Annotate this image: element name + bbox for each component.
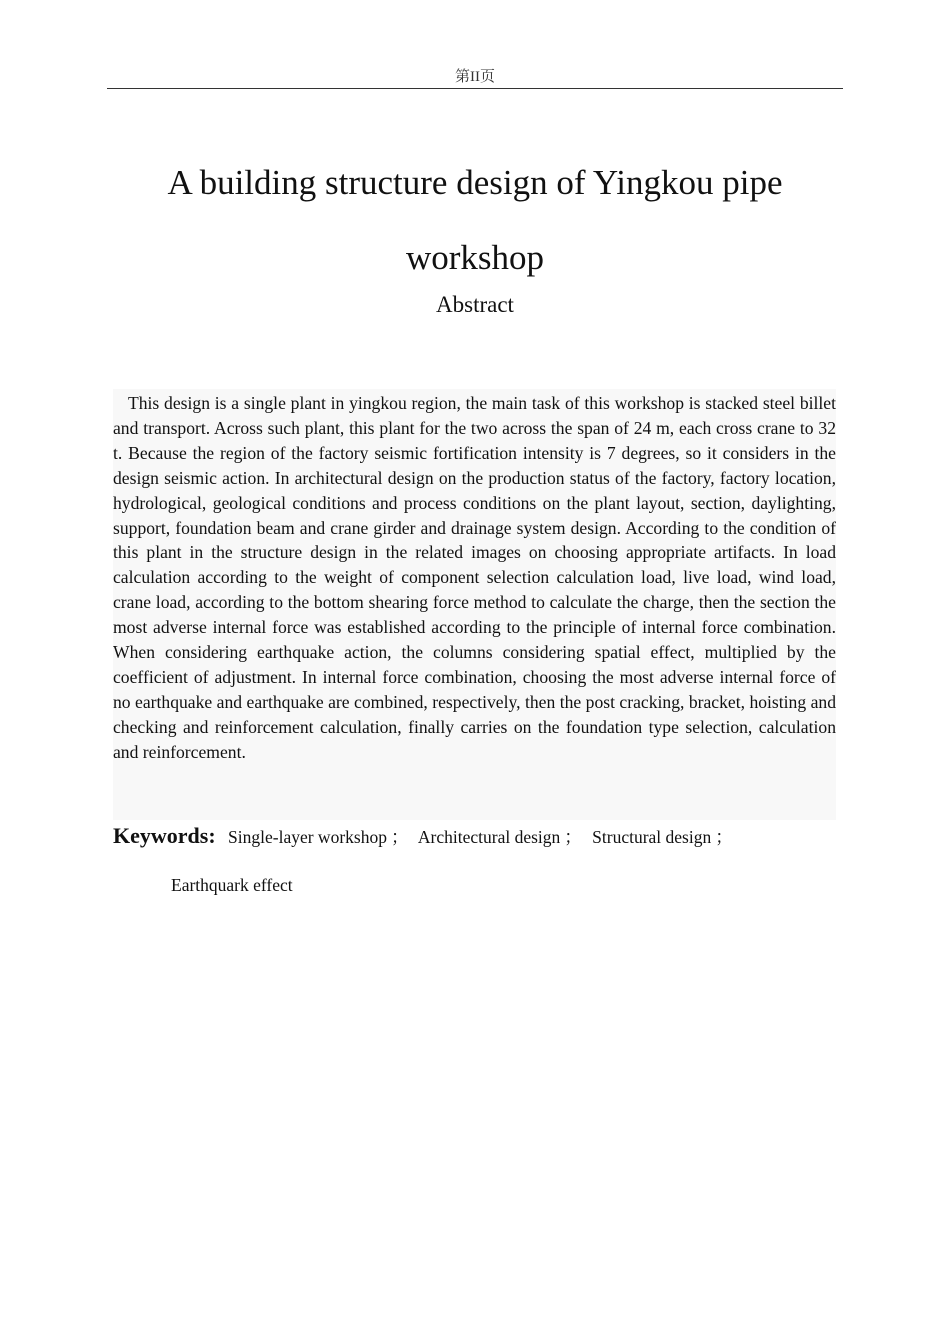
keyword-item: Single-layer workshop: [228, 827, 387, 847]
keyword-item: Structural design: [592, 827, 712, 847]
abstract-body: This design is a single plant in yingkou region, the main task of this workshop is stacked steel billet and transport. Across such plant, this plant for the two across the span of 24 m, each cross crane to 32 t. Because the region of the factory seismic fortification intensity is 7 degrees, so it considers in the design seismic action. In architectural design on the production status of the factory, factory location, hydrological, geological conditions and process conditions on the plant layout, section, daylighting, support, foundation beam and crane girder and drainage system design. According to the condition of this plant in the structure design in the related images on choosing appropriate artifacts. In load calculation according to the weight of component selection calculation load, live load, wind load, crane load, according to the bottom shearing force method to calculate the charge, then the section the most adverse internal force was established according to the principle of internal force combination. When considering earthquake action, the columns considering spatial effect, multiplied by the coefficient of adjustment. In internal force combination, choosing the most adverse internal force of no earthquake and earthquake are combined, respectively, then the post cracking, bracket, hoisting and checking and reinforcement calculation, finally carries on the foundation type selection, calculation and reinforcement.: [113, 393, 836, 762]
keywords-label: Keywords:: [113, 823, 216, 848]
keyword-item: Architectural design: [417, 827, 561, 847]
abstract-section: [113, 389, 836, 820]
keywords-continuation: [171, 872, 293, 898]
abstract-heading: Abstract: [436, 292, 514, 317]
document-title: [107, 145, 843, 295]
keyword-item: Earthquark effect: [171, 875, 293, 895]
keyword-separator: ；: [564, 827, 582, 847]
page-header: [107, 66, 843, 89]
document-title-line-2: workshop: [405, 238, 545, 277]
keyword-separator: ；: [715, 827, 733, 847]
document-title-line-1: A building structure design of Yingkou pipe: [167, 163, 783, 202]
keywords-section: [113, 822, 836, 851]
keyword-separator: ；: [390, 827, 409, 847]
page-number-label: 第II页: [455, 69, 495, 85]
